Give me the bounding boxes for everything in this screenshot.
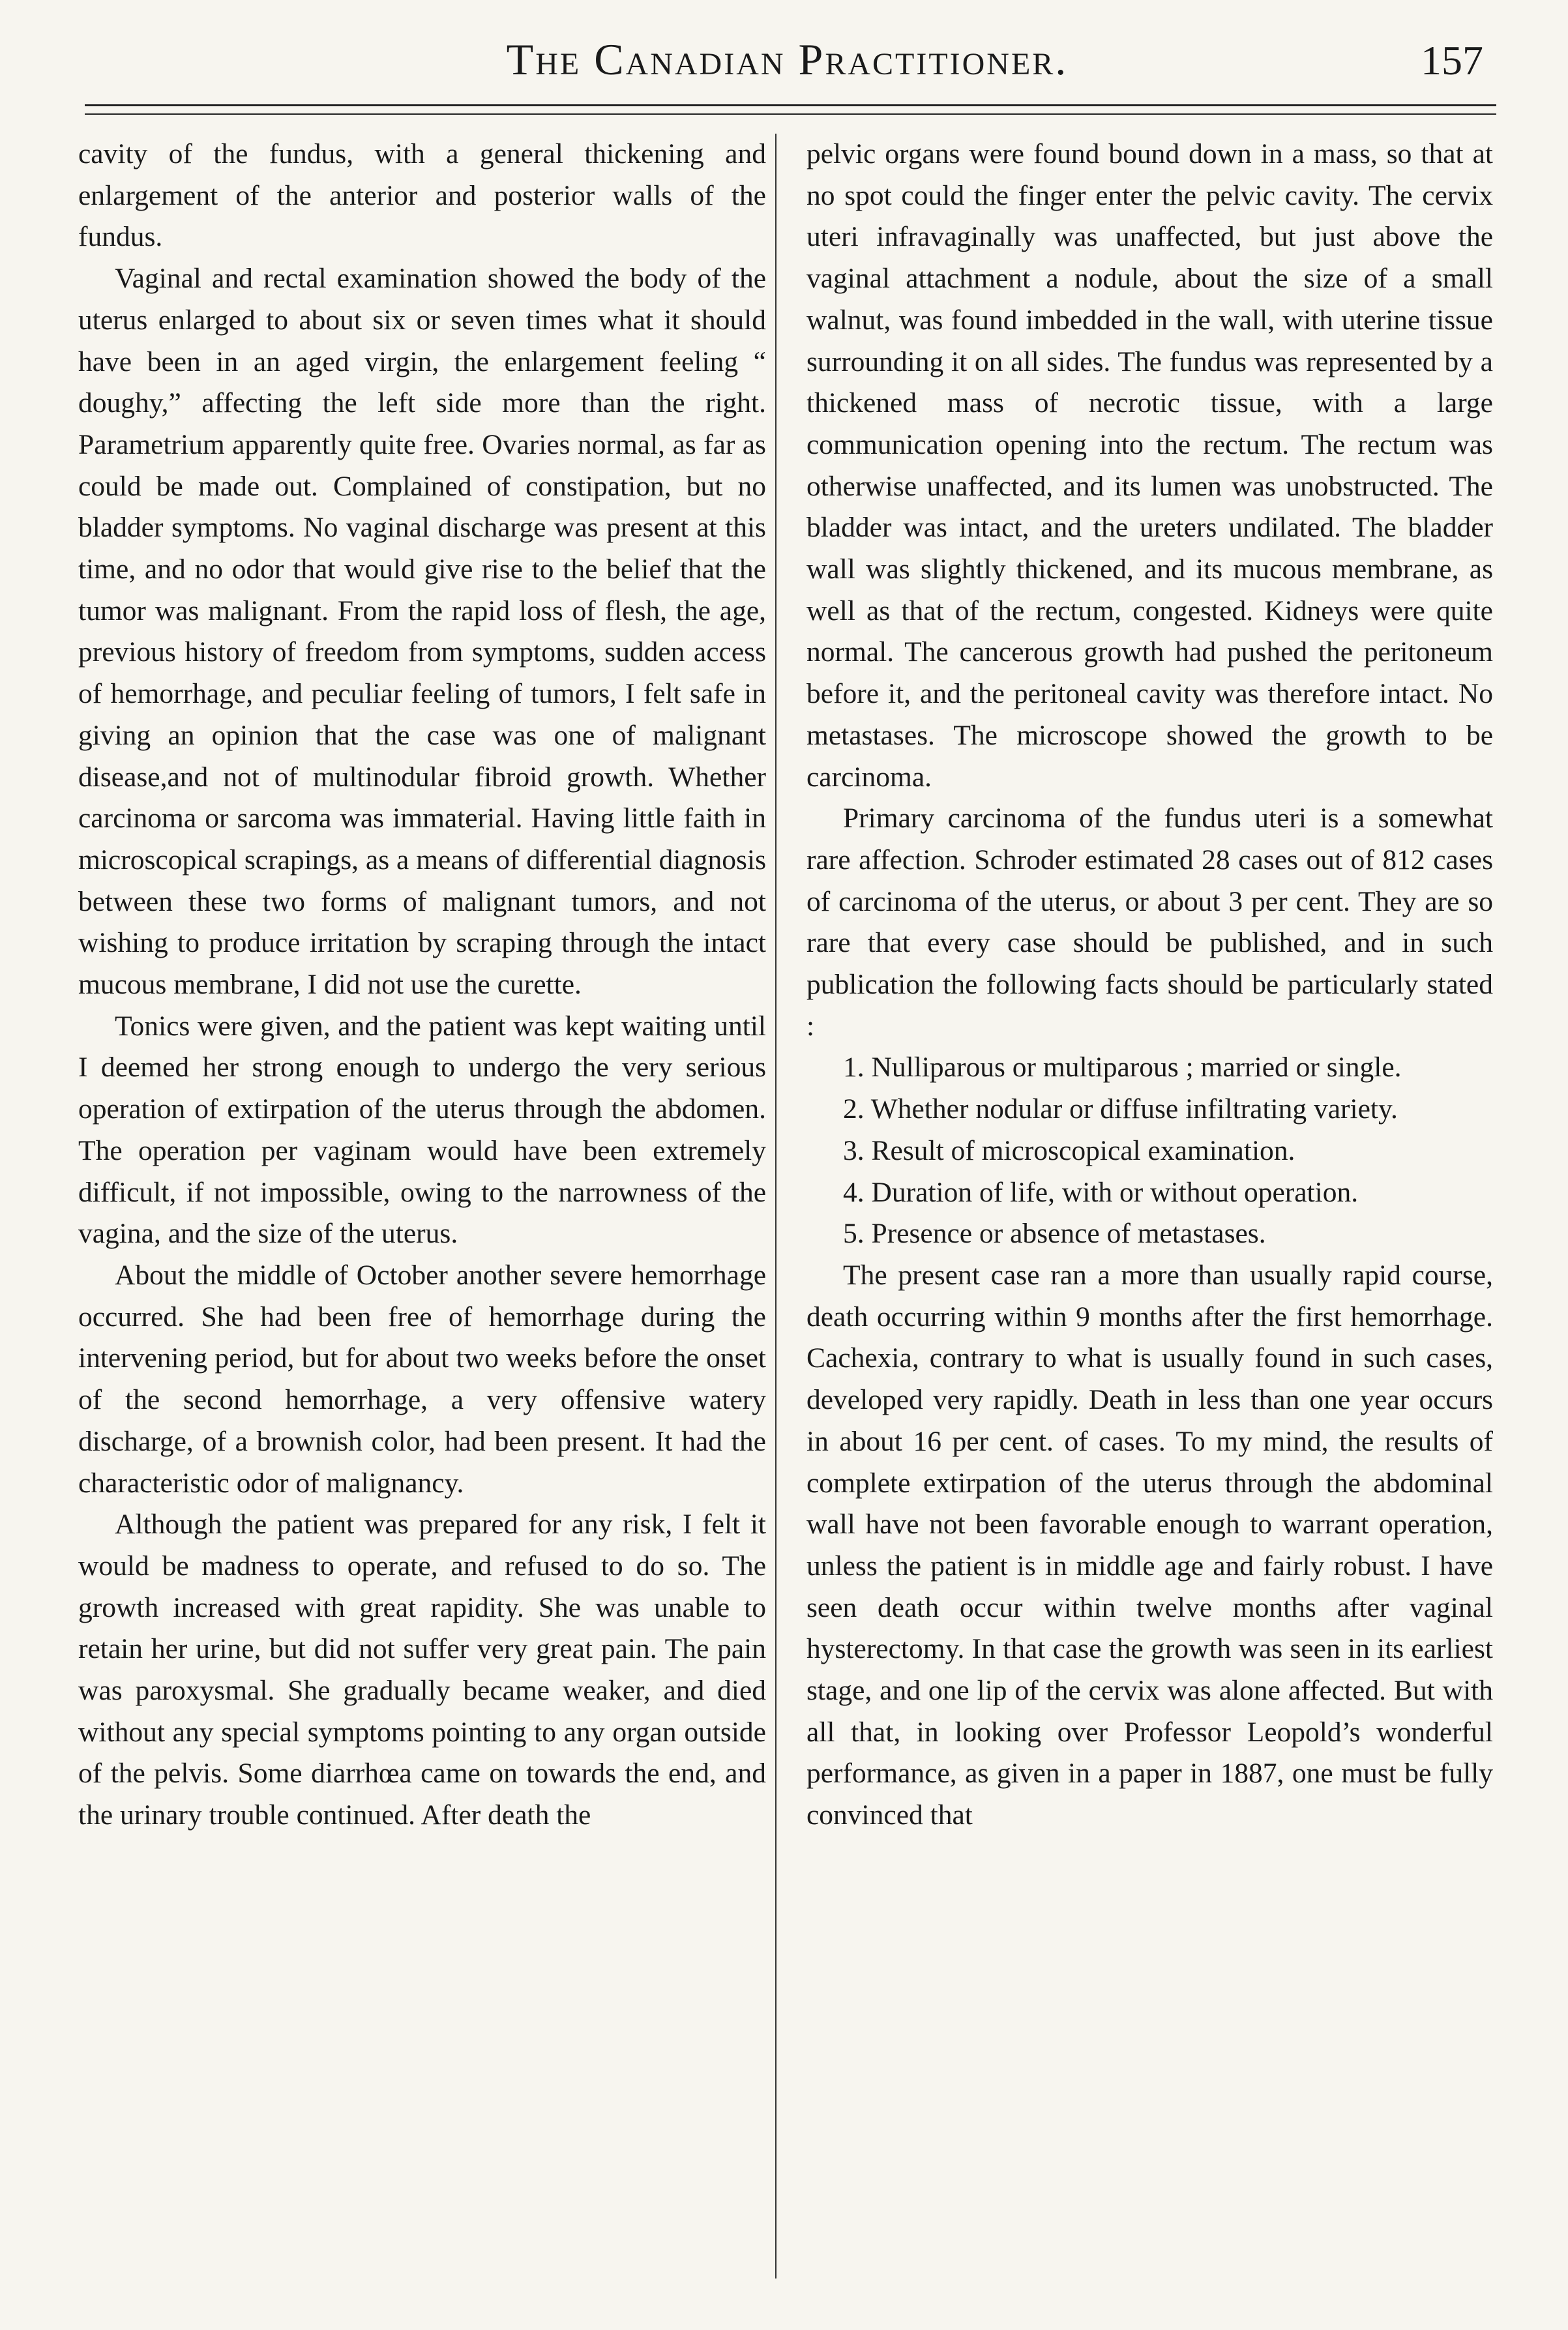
paragraph: cavity of the fundus, with a general thickening and enlargement of the anterior and posterior walls of the fundus. xyxy=(78,138,766,253)
list-item: 2. Whether nodular or diffuse infiltrating variety. xyxy=(843,1093,1398,1125)
paragraph: pelvic organs were found bound down in a mass, so that at no spot could the finger enter the pelvic cavity. The cervix uteri infravaginally was unaffected, but just above the vaginal attachment a nodule, about the size of a small walnut, was found imbedded in the wall, with uterine tissue surrounding it on all sides. The fundus was represented by a thickened mass of necrotic tissue, with a large communication opening into the rectum. The rectum was otherwise unaffected, and its lumen was unobstructed. The bladder was intact, and the ureters undilated. The bladder wall was slightly thickened, and its mucous membrane, as well as that of the rectum, congested. Kidneys were quite normal. The cancerous growth had pushed the peritoneum before it, and the peritoneal cavity was therefore intact. No metastases. The microscope showed the growth to be carcinoma. xyxy=(806,138,1493,793)
list-item: 1. Nulliparous or multiparous ; married or single. xyxy=(843,1052,1402,1084)
right-column xyxy=(806,134,1493,1836)
running-title: The Canadian Practitioner. xyxy=(506,35,1069,84)
header-rule-secondary xyxy=(85,113,1496,115)
paragraph: Vaginal and rectal examination showed the body of the uterus enlarged to about six or seven times what it should have been in an aged virgin, the enlargement feeling “ doughy,” affecting the left side more than the right. Parametrium apparently quite free. Ovaries normal, as far as could be made out. Complained of constipation, but no bladder symptoms. No vaginal discharge was present at this time, and no odor that would give rise to the belief that the tumor was malignant. From the rapid loss of flesh, the age, previous history of freedom from symptoms, sudden access of hemorrhage, and peculiar feeling of tumors, I felt safe in giving an opinion that the case was one of malignant disease,and not of multinodular fibroid growth. Whether carcinoma or sarcoma was immaterial. Having little faith in microscopical scrapings, as a means of differential diagnosis between these two forms of malignant tumors, and not wishing to produce irritation by scraping through the intact mucous membrane, I did not use the curette. xyxy=(78,263,766,1001)
page-header xyxy=(78,20,1496,111)
paragraph: The present case ran a more than usually rapid course, death occurring within 9 months after the first hemorrhage. Cachexia, contrary to what is usually found in such cases, developed very rapidly. Death in less than one year occurs in about 16 per cent. of cases. To my mind, the results of complete extirpation of the uterus through the abdominal wall have not been favorable enough to warrant operation, unless the patient is in middle age and fairly robust. I have seen death occur within twelve months after vaginal hysterectomy. In that case the growth was seen in its earliest stage, and one lip of the cervix was alone affected. But with all that, in looking over Professor Leopold’s wonderful performance, as given in a paper in 1887, one must be fully convinced that xyxy=(806,1259,1493,1831)
left-column xyxy=(78,134,766,1836)
page-number: 157 xyxy=(1421,37,1483,83)
paragraph: About the middle of October another severe hemorrhage occurred. She had been free of hemorrhage during the intervening period, but for about two weeks before the onset of the second hemorrhage, a very offensive watery discharge, of a brownish color, had been present. It had the characteristic odor of malignancy. xyxy=(78,1259,766,1499)
paragraph: Primary carcinoma of the fundus uteri is a somewhat rare affection. Schroder estimated 28 cases out of 812 cases of carcinoma of the uterus, or about 3 per cent. They are so rare that every case should be published, and in such publication the following facts should be particularly stated : xyxy=(806,803,1493,1042)
list-item: 4. Duration of life, with or without operation. xyxy=(843,1176,1359,1208)
paragraph: Although the patient was prepared for any risk, I felt it would be madness to operate, and refused to do so. The growth increased with great rapidity. She was unable to retain her urine, but did not suffer very great pain. The pain was paroxysmal. She gradually became weaker, and died without any special symptoms pointing to any organ outside of the pelvis. Some diarrhœa came on towards the end, and the urinary trouble continued. After death the xyxy=(78,1509,766,1831)
column-divider xyxy=(775,134,777,2278)
list-item: 5. Presence or absence of metastases. xyxy=(843,1218,1266,1250)
paragraph: Tonics were given, and the patient was kept waiting until I deemed her strong enough to undergo the very serious operation of extirpation of the uterus through the abdomen. The operation per vaginam would have been extremely difficult, if not impossible, owing to the narrowness of the vagina, and the size of the uterus. xyxy=(78,1010,766,1250)
list-item: 3. Result of microscopical examination. xyxy=(843,1134,1295,1166)
header-rule xyxy=(85,104,1496,106)
